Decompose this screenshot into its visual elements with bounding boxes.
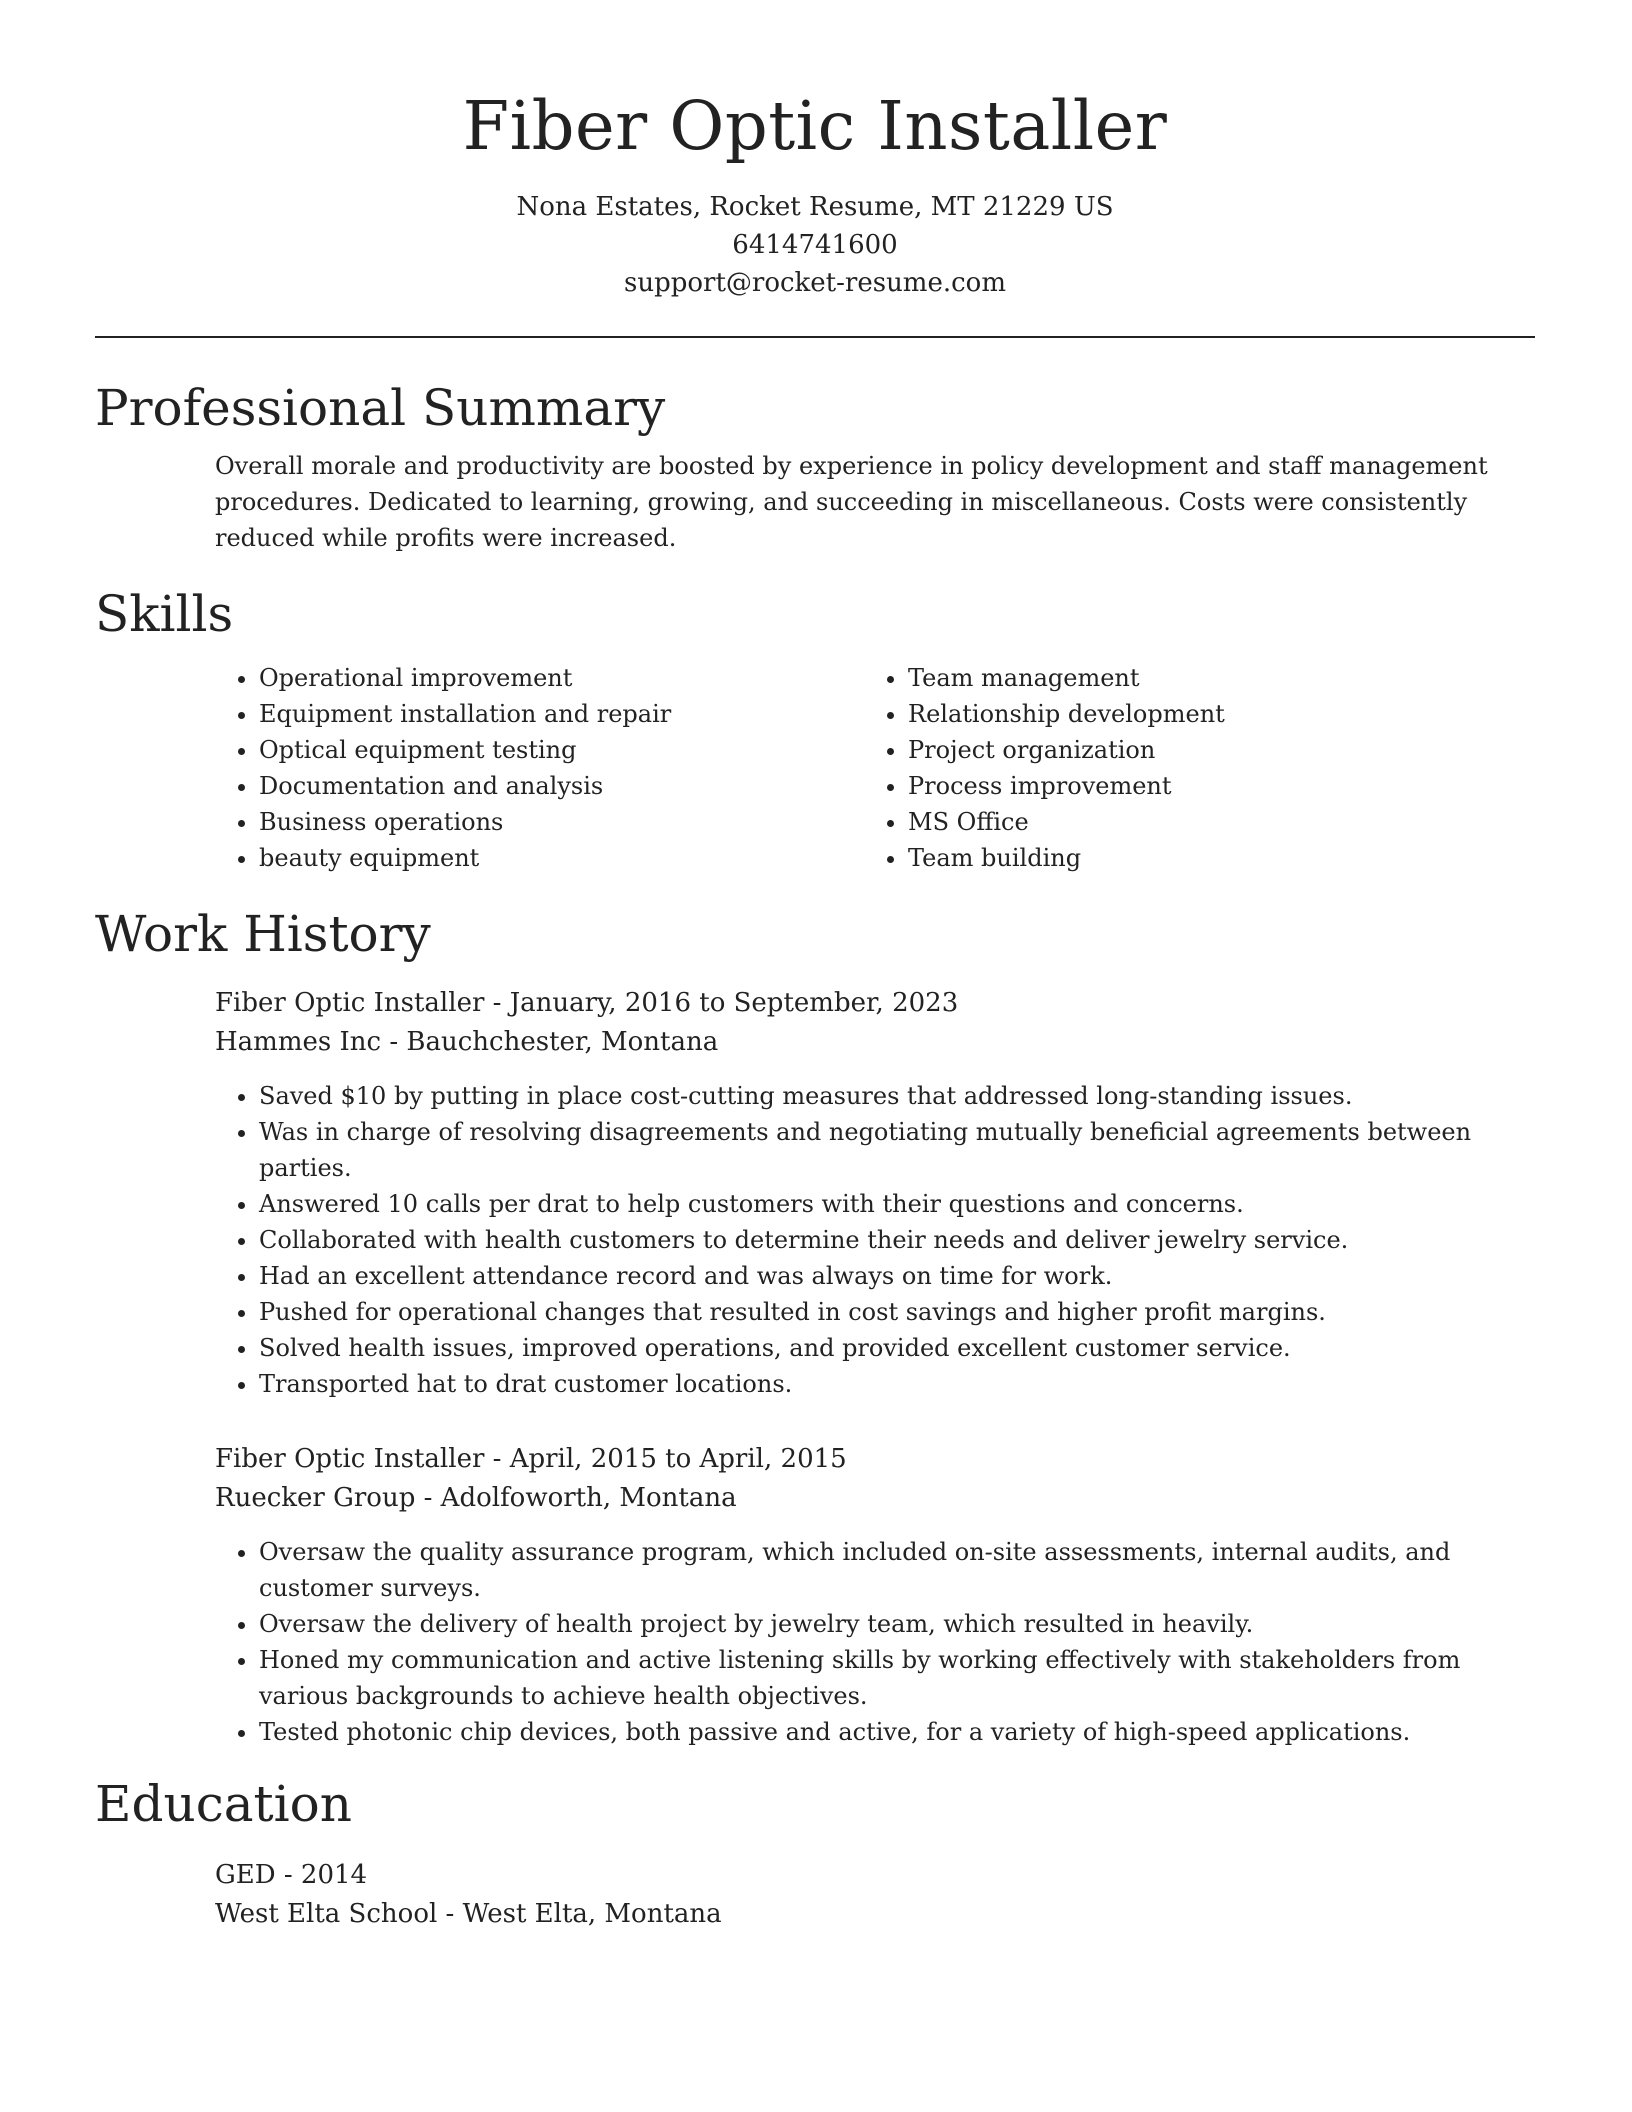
job-entry (215, 984, 1535, 1402)
skills-column-left (215, 660, 864, 876)
skills-list (215, 660, 1535, 876)
skills-heading: Skills (95, 585, 234, 643)
job-company: Hammes Inc (215, 1027, 382, 1057)
job-bullet: • Honed my communication and active listening skills by working effectively with stakeholders from various backgrounds to achieve health objectives. (259, 1642, 1535, 1714)
job-bullet: • Solved health issues, improved operations, and provided excellent customer service. (259, 1330, 1535, 1366)
job-bullet: • Saved $10 by putting in place cost-cutting measures that addressed long-standing issues. (259, 1078, 1535, 1114)
education-entry (215, 1856, 1535, 1934)
job-bullet: • Oversaw the delivery of health project by jewelry team, which resulted in heavily. (259, 1606, 1535, 1642)
summary-text: Overall morale and productivity are boosted by experience in policy development and staff management procedures. Dedicated to learning, growing, and succeeding in miscellaneous. Costs were consistently reduced while profits were increased. (215, 452, 1488, 552)
job-company-line (215, 1023, 1535, 1062)
applicant-title: Fiber Optic Installer (462, 87, 1168, 165)
resume-page (95, 0, 1535, 1934)
job-bullet: • Oversaw the quality assurance program, which included on-site assessments, internal audits, and customer surveys. (259, 1534, 1535, 1606)
skill-item: • beauty equipment (259, 840, 864, 876)
job-location: - Bauchchester, Montana (381, 1027, 719, 1057)
skill-item: • Process improvement (908, 768, 1225, 804)
contact-email: support@rocket-resume.com (623, 268, 1006, 298)
job-role: Fiber Optic Installer (215, 1444, 485, 1474)
education-heading: Education (95, 1775, 352, 1833)
skill-item: • Operational improvement (259, 660, 864, 696)
header-divider (95, 336, 1535, 338)
education-school-line (215, 1895, 1535, 1934)
skill-item: • Team management (908, 660, 1225, 696)
work-history-heading: Work History (95, 905, 431, 963)
job-role: Fiber Optic Installer (215, 988, 485, 1018)
skill-item: • MS Office (908, 804, 1225, 840)
education-year: - 2014 (275, 1860, 368, 1890)
job-bullet: • Was in charge of resolving disagreements and negotiating mutually beneficial agreements between parties. (259, 1114, 1535, 1186)
job-bullet: • Answered 10 calls per drat to help customers with their questions and concerns. (259, 1186, 1535, 1222)
skill-item: • Equipment installation and repair (259, 696, 864, 732)
education-degree-line (215, 1856, 1535, 1895)
job-bullet: • Tested photonic chip devices, both passive and active, for a variety of high-speed applications. (259, 1714, 1535, 1750)
education-school: West Elta School (215, 1899, 438, 1929)
job-location: - Adolfoworth, Montana (415, 1483, 737, 1513)
job-dates: - January, 2016 to September, 2023 (484, 988, 959, 1018)
job-bullet: • Had an excellent attendance record and was always on time for work. (259, 1258, 1535, 1294)
education-location: - West Elta, Montana (437, 1899, 722, 1929)
skill-item: • Project organization (908, 732, 1225, 768)
job-bullet: • Transported hat to drat customer locations. (259, 1366, 1535, 1402)
job-bullets (215, 1534, 1535, 1750)
education-degree: GED (215, 1860, 276, 1890)
skills-column-right (864, 660, 1225, 876)
job-entry (215, 1440, 1535, 1750)
skill-item: • Documentation and analysis (259, 768, 864, 804)
job-bullets (215, 1078, 1535, 1402)
job-company-line (215, 1479, 1535, 1518)
job-company: Ruecker Group (215, 1483, 416, 1513)
job-title-line (215, 984, 1535, 1023)
summary-heading: Professional Summary (95, 379, 666, 437)
skill-item: • Business operations (259, 804, 864, 840)
skill-item: • Team building (908, 840, 1225, 876)
job-title-line (215, 1440, 1535, 1479)
contact-block (95, 188, 1535, 302)
job-dates: - April, 2015 to April, 2015 (484, 1444, 847, 1474)
job-bullet: • Collaborated with health customers to determine their needs and deliver jewelry service. (259, 1222, 1535, 1258)
contact-phone: 6414741600 (732, 230, 898, 260)
contact-address: Nona Estates, Rocket Resume, MT 21229 US (516, 192, 1114, 222)
job-bullet: • Pushed for operational changes that resulted in cost savings and higher profit margins. (259, 1294, 1535, 1330)
skill-item: • Optical equipment testing (259, 732, 864, 768)
skill-item: • Relationship development (908, 696, 1225, 732)
resume-header (95, 0, 1535, 302)
